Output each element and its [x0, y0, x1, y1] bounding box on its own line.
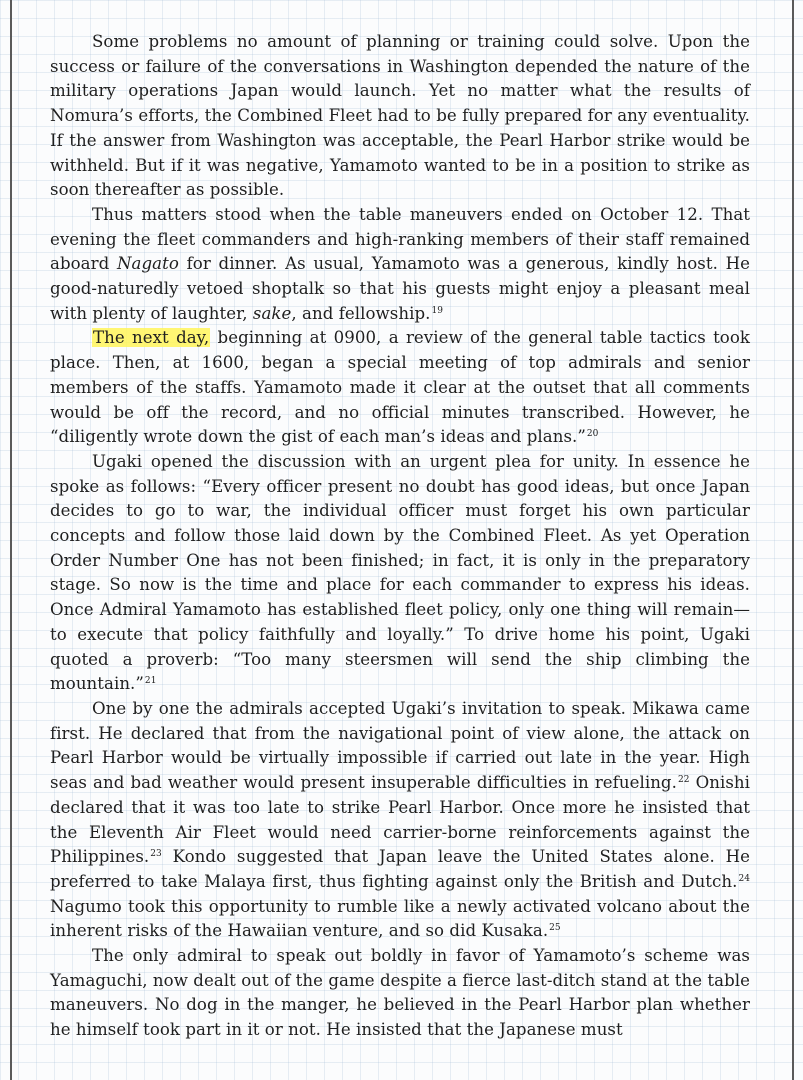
highlighted-text: The next day, — [93, 328, 210, 348]
text-segment: Some problems no amount of planning or training could solve. Upon the success or failure of the conversations in Washington depended the nature of the military operations Japan would launch. Yet no matter what the results of Nomura’s efforts, the Combined Fleet had to be fully prepared for any eventuality. If the answer from Washington was acceptable, the Pearl Harbor strike would be withheld. But if it was negative, Yamamoto wanted to be in a position to strike as soon thereafter as possible. — [50, 32, 750, 200]
text-segment: One by one the admirals accepted Ugaki’s invitation to speak. Mikawa came first. He declared that from the navigational point of view alone, the attack on Pearl Harbor would be virtually impossible if carried out late in the year. High seas and bad weather would present insuperable difficulties in refueling. — [50, 698, 750, 793]
text-segment: beginning at 0900, a review of the general table tactics took place. Then, at 1600, began a special meeting of top admirals and senior members of the staffs. Yamamoto made it clear at the outset that all comments would be off the record, and no official minutes transcribed. However, he “diligently wrote down the gist of each man’s ideas and plans.” — [50, 328, 750, 447]
footnote-marker: 21 — [144, 676, 157, 687]
footnote-marker: 19 — [431, 305, 444, 316]
text-segment: for dinner. As usual, Yamamoto was a generous, kindly host. He good-naturedly vetoed shoptalk so that his guests might enjoy a pleasant meal with plenty of laughter, — [50, 254, 751, 323]
paragraph — [50, 326, 750, 450]
footnote-marker: 24 — [738, 873, 750, 884]
text-segment: Onishi declared that it was too late to strike Pearl Harbor. Once more he insisted that the Eleventh Air Fleet would need carrier-borne reinforcements against the Philippines. — [50, 773, 750, 867]
paragraph — [50, 450, 750, 697]
text-segment: Nagumo took this opportunity to rumble like a newly activated volcano about the inherent risks of the Hawaiian venture, and so did Kusaka. — [50, 896, 750, 941]
footnote-marker: 25 — [549, 923, 561, 934]
text-segment: The only admiral to speak out boldly in favor of Yamamoto’s scheme was Yamaguchi, now dealt out of the game despite a fierce last-ditch stand at the table maneuvers. No dog in the manger, he believed in the Pearl Harbor plan whether he himself took part in it or not. He insisted that the Japanese must — [50, 946, 750, 1040]
italic-text: sake — [252, 303, 292, 323]
paragraph — [50, 697, 750, 944]
text-segment: Kondo suggested that Japan leave the United States alone. He preferred to take Malaya first, thus fighting against only the British and Dutch. — [50, 847, 750, 891]
paragraph — [50, 203, 750, 327]
paragraph — [50, 30, 750, 203]
page-right-edge — [792, 0, 794, 1080]
body-text — [50, 30, 750, 1043]
text-segment: Thus matters stood when the table maneuvers ended on October 12. That evening the fleet commanders and high-ranking members of their staff remained aboard — [50, 204, 750, 274]
text-segment: Ugaki opened the discussion with an urgent plea for unity. In essence he spoke as follows: “Every officer present no doubt has good ideas, but once Japan decides to go to war, the individual officer must forget his own particular concepts and follow those laid down by the Combined Fleet. As yet Operation Order Number One has not been finished; in fact, it is only in the preparatory stage. So now is the time and place for each commander to express his ideas. Once Admiral Yamamoto has established fleet policy, only one thing will remain—to execute that policy faithfully and loyally.” To drive home his point, Ugaki quoted a proverb: “Too many steersmen will send the ship climbing the mountain.” — [50, 451, 750, 694]
italic-text: Nagato — [116, 254, 179, 274]
footnote-marker: 23 — [150, 849, 162, 860]
paragraph — [50, 944, 750, 1043]
text-segment: , and fellowship. — [291, 303, 431, 323]
page-left-edge — [10, 0, 12, 1080]
footnote-marker: 22 — [677, 775, 690, 786]
footnote-marker: 20 — [586, 429, 599, 440]
